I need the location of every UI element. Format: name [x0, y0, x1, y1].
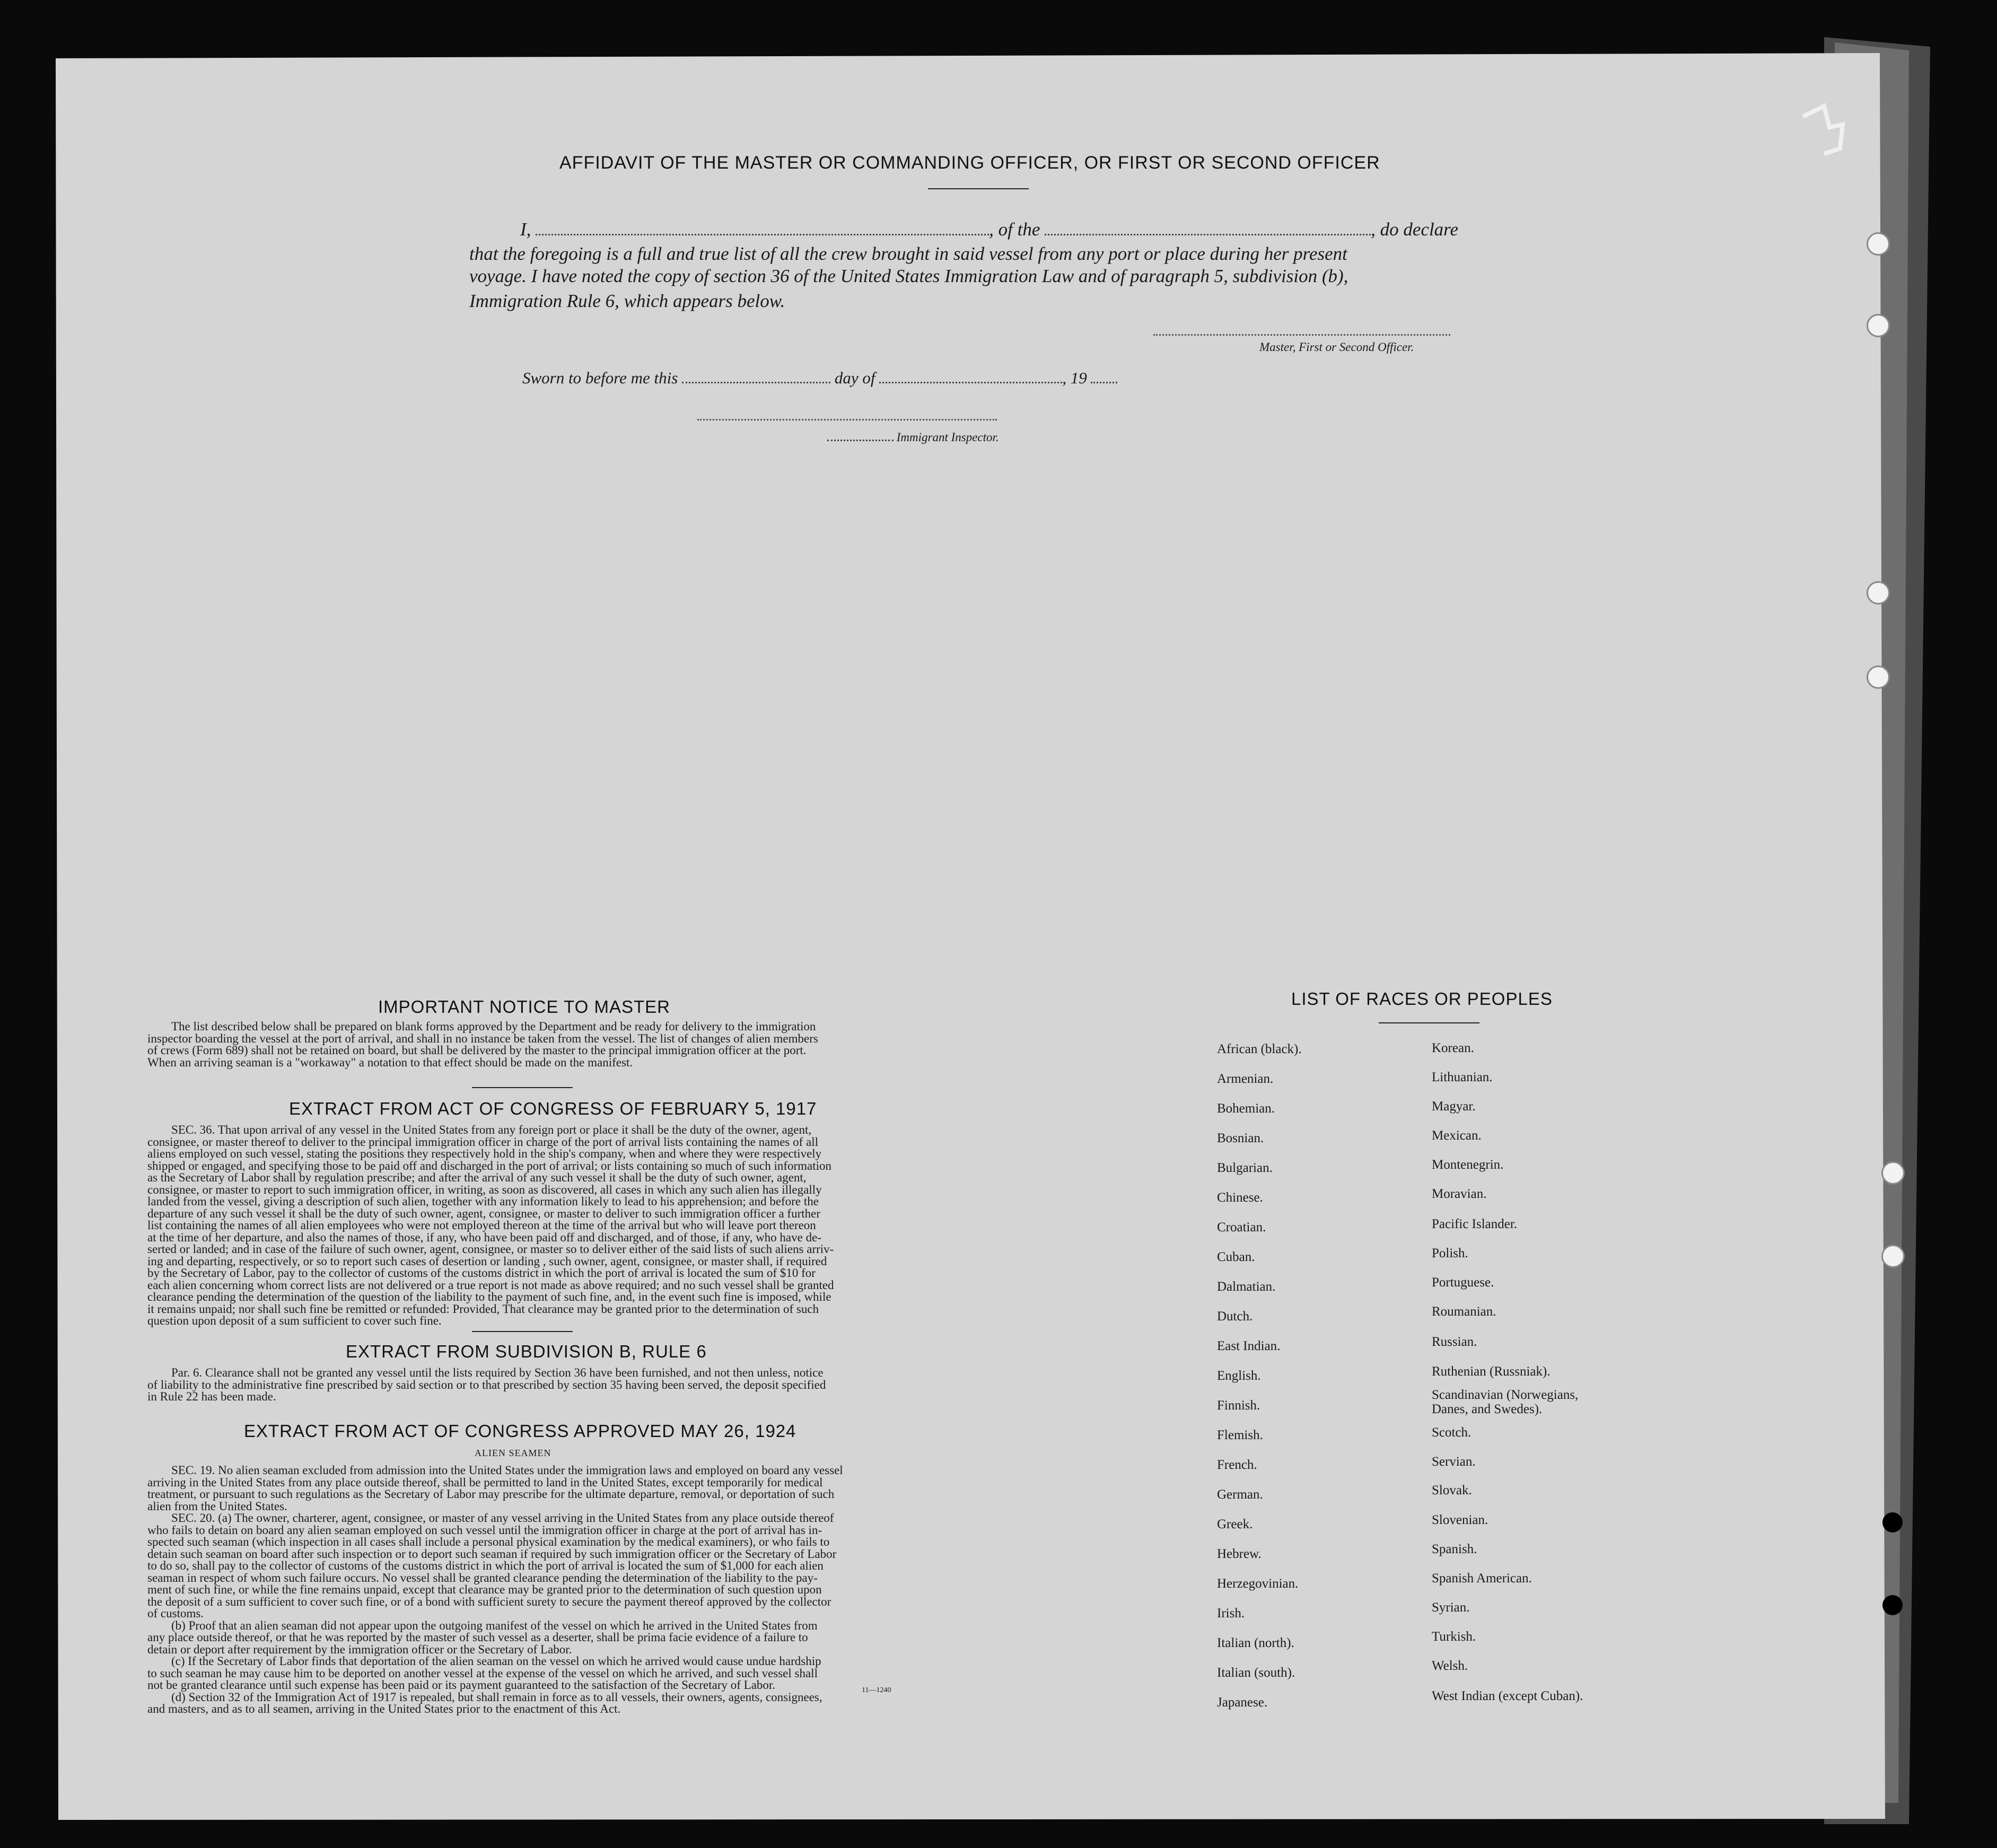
- race-item: Servian.: [1432, 1455, 1476, 1469]
- race-item: Mexican.: [1432, 1128, 1482, 1143]
- affidavit-title: AFFIDAVIT OF THE MASTER OR COMMANDING OFFICER, OR FIRST OR SECOND OFFICER: [559, 153, 1380, 173]
- text-line: alien from the United States.: [147, 1499, 287, 1513]
- text-line: as the Secretary of Labor shall by regulation prescribe; and after the arrival of any such vessel it shall be the duty of such owner, agent,: [147, 1171, 807, 1184]
- text-line: arriving in the United States from any place outside thereof, shall be permitted to land in the United States, except temporarily for medical: [147, 1475, 823, 1489]
- text-line: detain or deport after requirement by the immigration officer or the Secretary of Labor.: [147, 1642, 572, 1656]
- race-item: Chinese.: [1217, 1190, 1263, 1205]
- race-item: Russian.: [1432, 1335, 1477, 1349]
- master-signature-label: Master, First or Second Officer.: [1259, 340, 1414, 354]
- handwritten-mark: [1792, 95, 1856, 164]
- text-line: (d) Section 32 of the Immigration Act of 1917 is repealed, but shall remain in force as to all vessels, their owners, agents, consignees,: [171, 1690, 822, 1704]
- sworn-line: [522, 369, 1117, 388]
- text-line: to do so, shall pay to the collector of customs of the customs district in which the port of arrival is located the sum of $1,000 for each alien: [147, 1559, 824, 1572]
- do-declare-label: , do declare: [1371, 219, 1459, 240]
- sworn-month-field[interactable]: [879, 382, 1062, 383]
- text-line: not be granted clearance until such expense has been paid or its payment guaranteed to the satisfaction of the Secretary of Labor.: [147, 1678, 776, 1692]
- race-item: Welsh.: [1432, 1659, 1468, 1673]
- text-line: consignee, or master thereof to deliver to the principal immigration officer in charge of the port of arrival lists containing the names of all: [147, 1135, 819, 1149]
- text-line: (b) Proof that an alien seaman did not appear upon the outgoing manifest of the vessel on which he arrived in the United States from: [171, 1618, 818, 1632]
- text-line: to such seaman he may cause him to be deported on another vessel at the expense of the vessel on which he arrived, and such vessel shall: [147, 1666, 818, 1680]
- affidavit-line-2: that the foregoing is a full and true list of all the crew brought in said vessel from any port or place during her present: [469, 243, 1347, 264]
- race-item: Magyar.: [1432, 1099, 1476, 1114]
- race-item: Bohemian.: [1217, 1101, 1275, 1116]
- text-line: Par. 6. Clearance shall not be granted any vessel until the lists required by Section 36 have been furnished, and not then unless, notice: [171, 1366, 824, 1379]
- text-line: any place outside thereof, or that he was reported by the master of such vessel as a deserter, shall be prima facie evidence of a failure to: [147, 1631, 808, 1644]
- notice-line: When an arriving seaman is a "workaway" a notation to that effect should be made on the manifest.: [147, 1055, 633, 1069]
- text-line: SEC. 36. That upon arrival of any vessel in the United States from any foreign port or place it shall be the duty of the owner, agent,: [171, 1123, 812, 1136]
- race-item: Italian (north).: [1217, 1636, 1294, 1650]
- race-item: Polish.: [1432, 1246, 1468, 1260]
- text-line: seaman in respect of whom such failure occurs. No vessel shall be granted clearance pending the determination of the liability to the pay-: [147, 1571, 818, 1584]
- race-item: East Indian.: [1217, 1339, 1281, 1353]
- punch-hole: [1882, 1512, 1903, 1532]
- text-line: at the time of her departure, and also the names of those, if any, who have been paid off and discharged, and of those, if any, who have de-: [147, 1230, 821, 1244]
- sworn-day-field[interactable]: [682, 382, 830, 383]
- text-line: SEC. 19. No alien seaman excluded from admission into the United States under the immigration laws and employed on board any vessel: [171, 1464, 843, 1477]
- race-item: Hebrew.: [1217, 1547, 1262, 1561]
- race-item: Herzegovinian.: [1217, 1577, 1299, 1591]
- notice-line: inspector boarding the vessel at the port of arrival, and shall in no instance be taken from the vessel. The list of changes of alien members: [147, 1031, 818, 1045]
- text-line: and masters, and as to all seamen, arriving in the United States prior to the enactment of this Act.: [147, 1702, 621, 1715]
- extract-rule6-title: EXTRACT FROM SUBDIVISION B, RULE 6: [346, 1342, 707, 1361]
- notice-title: IMPORTANT NOTICE TO MASTER: [378, 997, 671, 1017]
- race-item: Ruthenian (Russniak).: [1432, 1364, 1551, 1379]
- race-item: Bulgarian.: [1217, 1161, 1273, 1175]
- master-signature-line[interactable]: [1153, 334, 1450, 336]
- notice-text: [147, 1021, 932, 1068]
- race-item: Flemish.: [1217, 1428, 1263, 1442]
- text-line: list containing the names of all alien employees who were not employed thereon at the time of the arrival but who will leave port thereon: [147, 1219, 816, 1232]
- race-item: Bosnian.: [1217, 1131, 1264, 1145]
- vessel-field[interactable]: [1045, 234, 1371, 235]
- alien-seamen-subtitle: ALIEN SEAMEN: [475, 1448, 551, 1458]
- of-the-label: , of the: [989, 219, 1040, 240]
- race-item: Moravian.: [1432, 1187, 1487, 1201]
- race-item: Scotch.: [1432, 1425, 1472, 1440]
- inspector-signature-line[interactable]: [697, 419, 997, 421]
- day-of-label: day of: [834, 369, 875, 387]
- race-item: Dutch.: [1217, 1309, 1253, 1324]
- text-line: landed from the vessel, giving a description of such alien, together with any information likely to lead to his apprehension; and before the: [147, 1195, 819, 1208]
- race-item: Croatian.: [1217, 1220, 1266, 1234]
- text-line: ing and departing, respectively, or so to report such cases of desertion or landing , such owner, agent, consignee, or master shall, if required: [147, 1254, 827, 1268]
- text-line: it remains unpaid; nor shall such fine be remitted or refunded: Provided, That clearance may be granted prior to the determination of such: [147, 1302, 819, 1316]
- affidavit-line-3: voyage. I have noted the copy of section 36 of the United States Immigration Law and of paragraph 5, subdivision (b),: [469, 266, 1348, 286]
- punch-hole: [1867, 232, 1890, 256]
- text-line: of liability to the administrative fine prescribed by said section or to that prescribed by section 35 having been served, the deposit specified: [147, 1378, 826, 1391]
- text-line: of customs.: [147, 1607, 204, 1620]
- race-item: Roumanian.: [1432, 1304, 1496, 1319]
- text-line: question upon deposit of a sum sufficient to cover such fine.: [147, 1314, 442, 1327]
- text-line: SEC. 20. (a) The owner, charterer, agent, consignee, or master of any vessel arriving in the United States from any place outside thereof: [171, 1511, 834, 1525]
- form-number: 11—1240: [862, 1686, 891, 1694]
- text-line: consignee, or master to report to such immigration officer, in writing, as soon as discovered, all cases in which any such alien has illegally: [147, 1183, 822, 1196]
- race-item: Spanish American.: [1432, 1571, 1532, 1586]
- race-item: Dalmatian.: [1217, 1280, 1276, 1294]
- text-line: spected such seaman (which inspection in all cases shall include a personal physical examination by the medical examiners), or who fails to: [147, 1535, 830, 1548]
- race-item: Cuban.: [1217, 1250, 1255, 1264]
- punch-hole: [1867, 314, 1890, 337]
- inspector-dots: [827, 440, 894, 441]
- race-item: English.: [1217, 1369, 1261, 1383]
- text-line: by the Secretary of Labor, pay to the collector of customs of the customs district in which the port of arrival is located the sum of $10 for: [147, 1266, 816, 1280]
- text-line: aliens employed on such vessel, stating the positions they respectively hold in the ship's company, when and where they were respectively: [147, 1147, 822, 1160]
- race-item: Armenian.: [1217, 1072, 1274, 1086]
- text-line: (c) If the Secretary of Labor finds that deportation of the alien seaman on the vessel on which he arrived would cause undue hardship: [171, 1654, 821, 1668]
- divider: [1379, 1022, 1479, 1023]
- punch-hole: [1881, 1245, 1905, 1268]
- extract-rule6-text: [147, 1367, 932, 1403]
- inspector-line: [827, 431, 999, 444]
- race-item: Slovak.: [1432, 1483, 1472, 1497]
- race-item: French.: [1217, 1458, 1257, 1472]
- text-line: each alien concerning whom correct lists are not delivered or a true report is not made as above required; and no such vessel shall be granted: [147, 1278, 834, 1292]
- divider: [472, 1087, 573, 1088]
- race-item: Pacific Islander.: [1432, 1217, 1518, 1231]
- text-line: ment of such fine, or while the fine remains unpaid, except that clearance may be granted prior to the determination of such question upon: [147, 1583, 822, 1596]
- punch-hole: [1867, 581, 1890, 605]
- text-line: in Rule 22 has been made.: [147, 1390, 276, 1403]
- text-line: shipped or engaged, and specifying those to be paid off and discharged in the port of arrival; or lists containing so much of such information: [147, 1159, 832, 1172]
- race-item: Turkish.: [1432, 1630, 1476, 1644]
- extract-1924-text: [147, 1465, 932, 1715]
- race-item: Scandinavian (Norwegians,: [1432, 1388, 1579, 1402]
- year-label: , 19: [1062, 369, 1087, 387]
- text-line: treatment, or pursuant to such regulations as the Secretary of Labor may prescribe for the ultimate departure, removal, or deportation of such: [147, 1487, 835, 1501]
- text-line: who fails to detain on board any alien seaman employed on such vessel until the immigration officer in charge at the port of arrival has in-: [147, 1523, 822, 1537]
- text-line: departure of any such vessel it shall be the duty of such owner, agent, consignee, or master to deliver to such immigration officer a further: [147, 1206, 821, 1220]
- divider: [928, 188, 1029, 189]
- race-item: Danes, and Swedes).: [1432, 1402, 1543, 1416]
- punch-hole: [1881, 1161, 1905, 1185]
- text-line: detain such seaman on board after such inspection or to deport such seaman if required by such immigration officer or the Secretary of Labor: [147, 1547, 837, 1561]
- race-item: Spanish.: [1432, 1542, 1477, 1556]
- extract-1917-text: [147, 1124, 932, 1327]
- race-item: Lithuanian.: [1432, 1070, 1493, 1084]
- race-item: African (black).: [1217, 1042, 1302, 1056]
- race-item: Portuguese.: [1432, 1275, 1494, 1290]
- inspector-label: Immigrant Inspector.: [896, 431, 999, 444]
- notice-line: The list described below shall be prepared on blank forms approved by the Department and be ready for delivery to the immigration: [171, 1020, 816, 1033]
- race-item: German.: [1217, 1487, 1263, 1502]
- sworn-label: Sworn to before me this: [522, 369, 678, 387]
- punch-hole: [1867, 665, 1890, 689]
- race-item: Finnish.: [1217, 1398, 1260, 1413]
- race-item: Syrian.: [1432, 1600, 1470, 1615]
- race-item: Korean.: [1432, 1041, 1474, 1055]
- i-label: I,: [520, 219, 531, 240]
- race-item: Slovenian.: [1432, 1513, 1488, 1527]
- race-item: Greek.: [1217, 1517, 1253, 1531]
- races-title: LIST OF RACES OR PEOPLES: [1291, 989, 1553, 1009]
- text-line: serted or landed; and in case of the failure of such owner, agent, consignee, or master so to deliver either of the said lists of such aliens arriv-: [147, 1242, 834, 1256]
- sworn-year-field[interactable]: [1091, 382, 1117, 383]
- name-field[interactable]: [536, 234, 989, 235]
- affidavit-line-4: Immigration Rule 6, which appears below.: [469, 291, 785, 311]
- race-item: West Indian (except Cuban).: [1432, 1689, 1583, 1703]
- extract-1924-title: EXTRACT FROM ACT OF CONGRESS APPROVED MAY 26, 1924: [244, 1421, 796, 1441]
- race-item: Japanese.: [1217, 1695, 1268, 1710]
- punch-hole: [1882, 1595, 1903, 1615]
- text-line: clearance pending the determination of the question of the liability to the payment of such fine, and, in the event such fine is imposed, while: [147, 1290, 831, 1303]
- extract-1917-title: EXTRACT FROM ACT OF CONGRESS OF FEBRUARY 5, 1917: [289, 1099, 817, 1118]
- race-item: Irish.: [1217, 1606, 1245, 1621]
- race-item: Italian (south).: [1217, 1666, 1295, 1680]
- race-item: Montenegrin.: [1432, 1158, 1504, 1172]
- affidavit-line-1: [469, 218, 1490, 241]
- text-line: the deposit of a sum sufficient to cover such fine, or of a bond with sufficient surety to secure the payment thereof approved by the collector: [147, 1595, 831, 1608]
- notice-line: of crews (Form 689) shall not be retained on board, but shall be delivered by the master to the principal immigration officer at the port.: [147, 1044, 807, 1057]
- divider: [472, 1331, 573, 1332]
